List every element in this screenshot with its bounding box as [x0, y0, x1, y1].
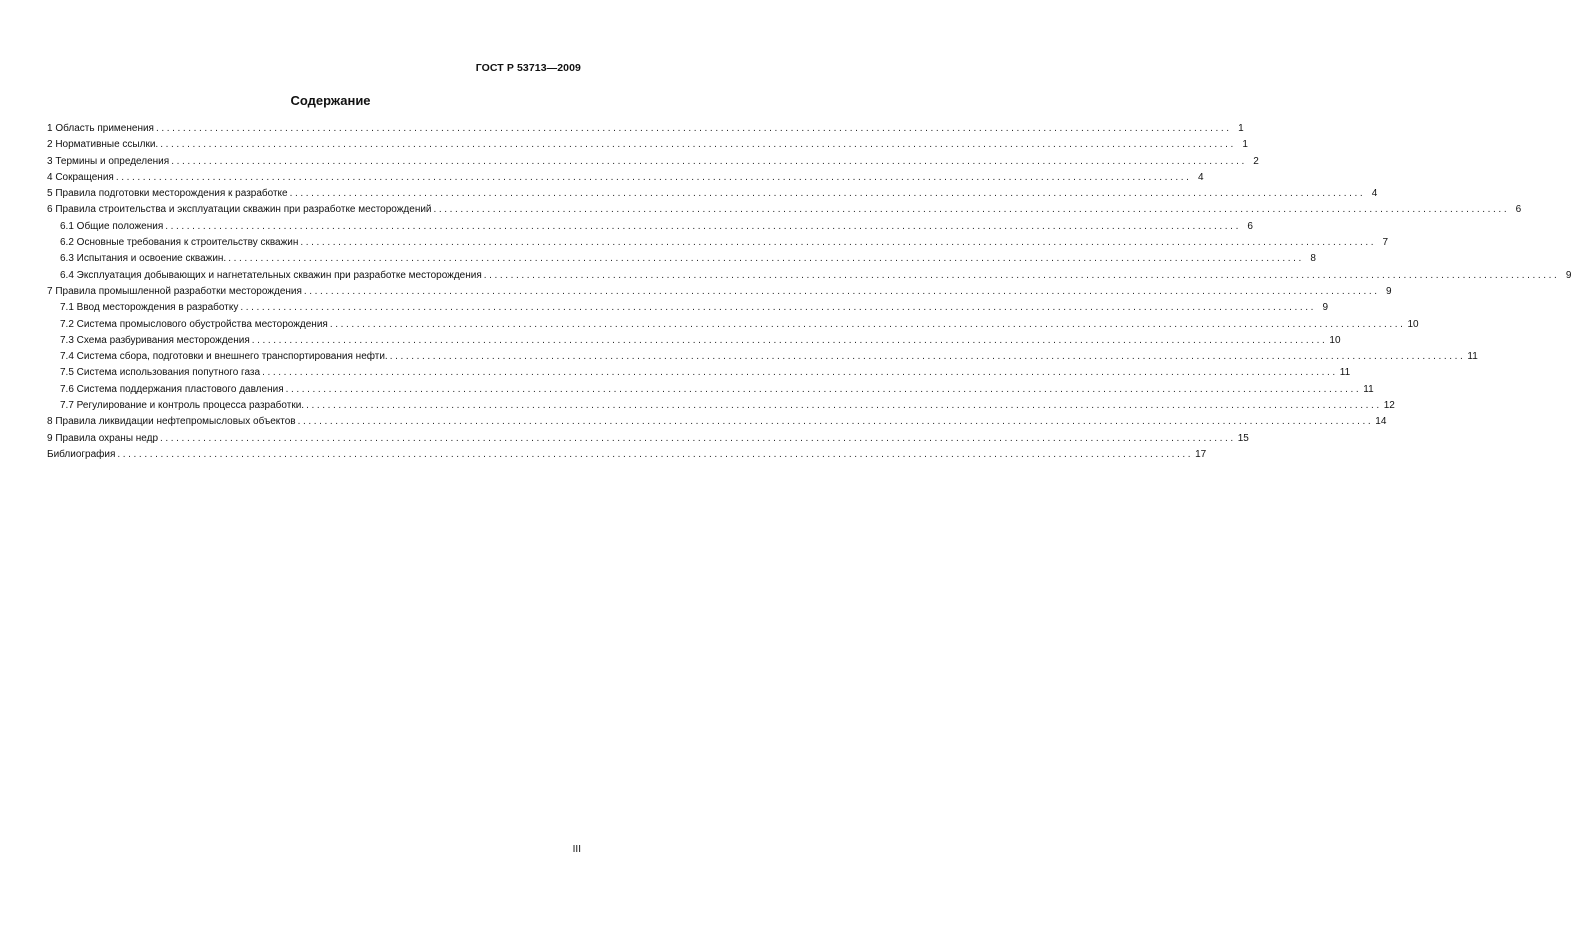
- toc-entry-page: 6: [1515, 204, 1522, 216]
- toc-leader-dots: ........................................................................................................................................................................................................: [228, 253, 1304, 265]
- toc-leader-dots: ........................................................................................................................................................................................................: [483, 269, 1560, 281]
- toc-entry[interactable]: [47, 447, 1207, 463]
- toc-entry-label: 7.3 Схема разбуривания месторождения: [60, 334, 250, 346]
- toc-entry-label: 7 Правила промышленной разработки месторождения: [47, 285, 302, 297]
- toc-entry-label: 8 Правила ликвидации нефтепромысловых объектов: [47, 416, 296, 428]
- toc-entry-page: 7: [1382, 237, 1389, 249]
- toc-leader-dots: ........................................................................................................................................................................................................: [240, 302, 1316, 314]
- toc-entry[interactable]: [47, 186, 1378, 202]
- toc-entry-label: 7.1 Ввод месторождения в разработку: [60, 302, 239, 314]
- toc-leader-dots: ........................................................................................................................................................................................................: [389, 351, 1466, 363]
- toc-entry[interactable]: [47, 170, 1204, 186]
- toc-entry-label: 7.6 Система поддержания пластового давления: [60, 383, 284, 395]
- toc-entry-page: 2: [1253, 155, 1259, 167]
- toc-entry-label: 5 Правила подготовки месторождения к разработке: [47, 188, 288, 200]
- toc-entry-page: 10: [1407, 318, 1419, 330]
- toc-entry[interactable]: [47, 349, 1478, 365]
- toc-entry[interactable]: [47, 300, 1328, 316]
- toc-entry-label: 7.4 Система сбора, подготовки и внешнего транспортирования нефти.: [60, 351, 388, 363]
- toc-entry[interactable]: [47, 268, 1571, 284]
- toc-entry[interactable]: [47, 317, 1419, 333]
- toc-entry-page: 9: [1565, 269, 1571, 281]
- toc-leader-dots: ........................................................................................................................................................................................................: [251, 334, 1328, 346]
- toc-entry-page: 8: [1310, 253, 1316, 265]
- toc-entry-page: 11: [1339, 367, 1351, 379]
- toc-entry-label: 7.7 Регулирование и контроль процесса разработки.: [60, 400, 305, 412]
- toc-leader-dots: ........................................................................................................................................................................................................: [297, 416, 1374, 428]
- toc-entry-page: 4: [1197, 171, 1204, 183]
- toc-entry[interactable]: [47, 202, 1522, 218]
- toc-entry-page: 11: [1363, 383, 1374, 395]
- toc-entry[interactable]: [47, 431, 1249, 447]
- toc-entry[interactable]: [47, 154, 1259, 170]
- toc-entry-page: 6: [1247, 220, 1253, 232]
- document-code: ГОСТ Р 53713—2009: [475, 62, 581, 74]
- table-of-contents: [47, 121, 1571, 463]
- toc-entry[interactable]: [47, 235, 1389, 251]
- toc-entry-page: 10: [1329, 334, 1341, 346]
- toc-entry-page: 15: [1237, 432, 1249, 444]
- toc-entry-page: 12: [1383, 400, 1395, 412]
- toc-entry[interactable]: [47, 365, 1351, 381]
- toc-leader-dots: ........................................................................................................................................................................................................: [160, 139, 1236, 151]
- toc-entry[interactable]: [47, 251, 1316, 267]
- toc-entry-page: 9: [1386, 285, 1392, 297]
- toc-entry[interactable]: [47, 414, 1387, 430]
- toc-entry-label: 9 Правила охраны недр: [47, 432, 159, 444]
- toc-entry[interactable]: [47, 219, 1253, 235]
- toc-entry-page: 4: [1371, 188, 1378, 200]
- toc-entry[interactable]: [47, 284, 1392, 300]
- toc-leader-dots: ........................................................................................................................................................................................................: [165, 220, 1241, 232]
- toc-entry-label: 7.5 Система использования попутного газа: [60, 367, 261, 379]
- page-number: III: [572, 844, 581, 855]
- toc-entry[interactable]: [47, 398, 1395, 414]
- toc-entry-page: 14: [1375, 416, 1387, 428]
- toc-leader-dots: ........................................................................................................................................................................................................: [289, 188, 1366, 200]
- toc-leader-dots: ........................................................................................................................................................................................................: [160, 432, 1236, 444]
- toc-entry-page: 9: [1322, 302, 1328, 314]
- toc-leader-dots: ........................................................................................................................................................................................................: [285, 383, 1362, 395]
- toc-entry-page: 1: [1242, 139, 1248, 151]
- toc-leader-dots: ........................................................................................................................................................................................................: [303, 285, 1380, 297]
- toc-entry-label: 2 Нормативные ссылки.: [47, 139, 159, 151]
- toc-entry-label: 6 Правила строительства и эксплуатации скважин при разработке месторождений: [47, 204, 432, 216]
- toc-leader-dots: ........................................................................................................................................................................................................: [117, 448, 1194, 460]
- toc-entry-label: 7.2 Система промыслового обустройства месторождения: [60, 318, 328, 330]
- toc-leader-dots: ........................................................................................................................................................................................................: [306, 400, 1382, 412]
- toc-leader-dots: ........................................................................................................................................................................................................: [433, 204, 1510, 216]
- toc-entry[interactable]: [47, 382, 1374, 398]
- toc-entry-label: 4 Сокращения: [47, 171, 114, 183]
- toc-entry-page: 17: [1195, 448, 1207, 460]
- toc-entry-label: 6.2 Основные требования к строительству скважин: [60, 237, 299, 249]
- toc-leader-dots: ........................................................................................................................................................................................................: [155, 123, 1232, 134]
- toc-entry-label: 6.4 Эксплуатация добывающих и нагнетательных скважин при разработке месторождения: [60, 269, 482, 281]
- toc-entry-label: Библиография: [47, 448, 116, 460]
- toc-entry-page: 1: [1238, 123, 1244, 134]
- toc-leader-dots: ........................................................................................................................................................................................................: [171, 155, 1247, 167]
- toc-entry[interactable]: [47, 137, 1248, 153]
- toc-entry-label: 6.3 Испытания и освоение скважин.: [60, 253, 227, 265]
- toc-entry-page: 11: [1467, 351, 1478, 363]
- toc-leader-dots: ........................................................................................................................................................................................................: [300, 237, 1377, 249]
- toc-leader-dots: ........................................................................................................................................................................................................: [262, 367, 1338, 379]
- toc-entry-label: 3 Термины и определения: [47, 155, 170, 167]
- toc-leader-dots: ........................................................................................................................................................................................................: [115, 171, 1192, 183]
- toc-leader-dots: ........................................................................................................................................................................................................: [329, 318, 1406, 330]
- toc-entry[interactable]: [47, 333, 1341, 349]
- toc-title: Содержание: [290, 93, 371, 108]
- toc-entry[interactable]: [47, 121, 1244, 137]
- toc-entry-label: 6.1 Общие положения: [60, 220, 164, 232]
- toc-entry-label: 1 Область применения: [47, 123, 154, 134]
